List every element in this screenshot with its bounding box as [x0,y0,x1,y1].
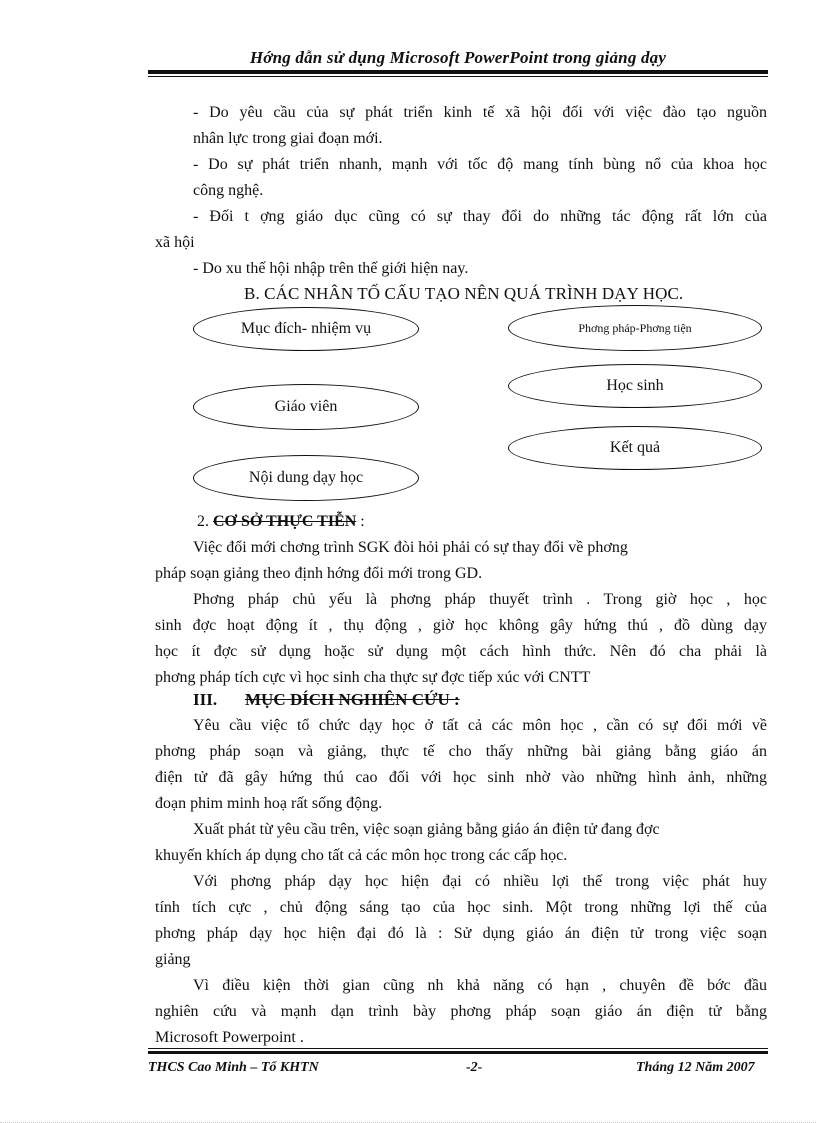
section-3-line: tính tích cực , chủ động sáng tạo của học sinh. Một trong những lợi thế của [155,899,767,916]
ellipse-ket-qua [508,426,762,470]
section-2-line: Việc đổi mới chơng trình SGK đòi hỏi phải có sự thay đổi về phơng [193,539,628,556]
footer-date: Tháng 12 Năm 2007 [636,1060,755,1075]
intro-line: - Do yêu cầu của sự phát triển kinh tế xã hội đối với việc đào tạo nguồn [193,104,767,121]
section-2-number: 2. [197,513,209,530]
section-3-line: phơng pháp dạy học hiện đại đó là : Sử dụng giáo án điện tử trong việc soạn [155,925,767,942]
ellipse-label: Mục đích- nhiệm vụ [240,320,372,337]
section-2-title: CƠ SỞ THỰC TIỄN [213,513,357,530]
section-3-line: Yêu cầu việc tổ chức dạy học ở tất cả các môn học , cần có sự đổi mới về [193,717,767,734]
section-3-line: Với phơng pháp dạy học hiện đại có nhiều lợi thế trong việc phát huy [193,873,767,890]
ellipse-label: Nội dung dạy học [248,469,364,486]
section-2-line: pháp soạn giảng theo định hớng đổi mới trong GD. [155,565,483,582]
section-2-line: học ít đợc sử dụng hoặc sử dụng một cách hình thức. Nên đó cha phải là [155,643,767,660]
intro-line: nhân lực trong giai đoạn mới. [193,130,383,147]
intro-line: công nghệ. [193,182,264,199]
header-rule-thin [148,76,768,77]
section-3-line: phơng pháp soạn và giảng, thực tế cho thấy những bài giảng bằng giáo án [155,743,767,760]
footer-school: THCS Cao Minh – Tổ KHTN [148,1060,319,1075]
footer-rule-thin [148,1048,768,1049]
ellipse-label: Giáo viên [274,398,338,415]
ellipse-label: Học sinh [606,377,664,394]
footer-page-number: -2- [466,1060,483,1075]
ellipse-muc-dich [193,307,419,351]
section-3-line: Microsoft Powerpoint . [155,1029,304,1046]
section-b-title: B. CÁC NHÂN TỐ CẤU TẠO NÊN QUÁ TRÌNH DẠY HỌC. [244,284,684,303]
intro-line: xã hội [155,234,195,251]
ellipse-label: Phơng pháp-Phơng tiện [578,320,692,335]
section-3-line: đoạn phim minh hoạ rất sống động. [155,795,383,812]
section-3-heading [193,690,460,710]
intro-line: - Đối t ợng giáo dục cũng có sự thay đổi do những tác động rất lớn của [193,208,767,225]
section-3-line: Vì điều kiện thời gian cũng nh khả năng có hạn , chuyên đề bớc đầu [193,977,767,994]
section-3-number: III. [193,690,218,709]
header-rule [148,70,768,74]
ellipse-noi-dung [193,455,419,501]
header-title: Hớng dẫn sử dụng Microsoft PowerPoint trong giảng dạy [249,48,667,67]
section-2-line: phơng pháp tích cực vì học sinh cha thực sự đợc tiếp xúc với CNTT [155,669,591,686]
section-2-line: Phơng pháp chủ yếu là phơng pháp thuyết trình . Trong giờ học , học [193,591,767,608]
section-3-title: MỤC ĐÍCH NGHIÊN CỨU : [245,690,460,709]
section-3-line: khuyến khích áp dụng cho tất cả các môn học trong các cấp học. [155,847,568,864]
intro-line: - Do xu thế hội nhập trên thế giới hiện nay. [193,260,469,277]
ellipse-giao-vien [193,384,419,430]
section-3-line: Xuất phát từ yêu cầu trên, việc soạn giảng bằng giáo án điện tử đang đợc [193,821,660,838]
section-2-heading [197,512,365,532]
section-3-line: nghiên cứu và mạnh dạn trình bày phơng pháp soạn giáo án điện tử bằng [155,1003,767,1020]
section-3-line: điện tử đã gây hứng thú cao đối với học sinh nhờ vào những hình ảnh, những [155,769,767,786]
ellipse-phuong-phap [508,305,762,351]
ellipse-hoc-sinh [508,364,762,408]
footer-rule [148,1051,768,1054]
section-2-colon: : [356,513,365,530]
section-3-line: giảng [155,951,191,968]
section-2-line: sinh đợc hoạt động ít , thụ động , giờ học không gây hứng thú , đồ dùng dạy [155,617,767,634]
ellipse-label: Kết quả [609,439,661,456]
intro-line: - Do sự phát triển nhanh, mạnh với tốc độ mang tính bùng nổ của khoa học [193,156,767,173]
